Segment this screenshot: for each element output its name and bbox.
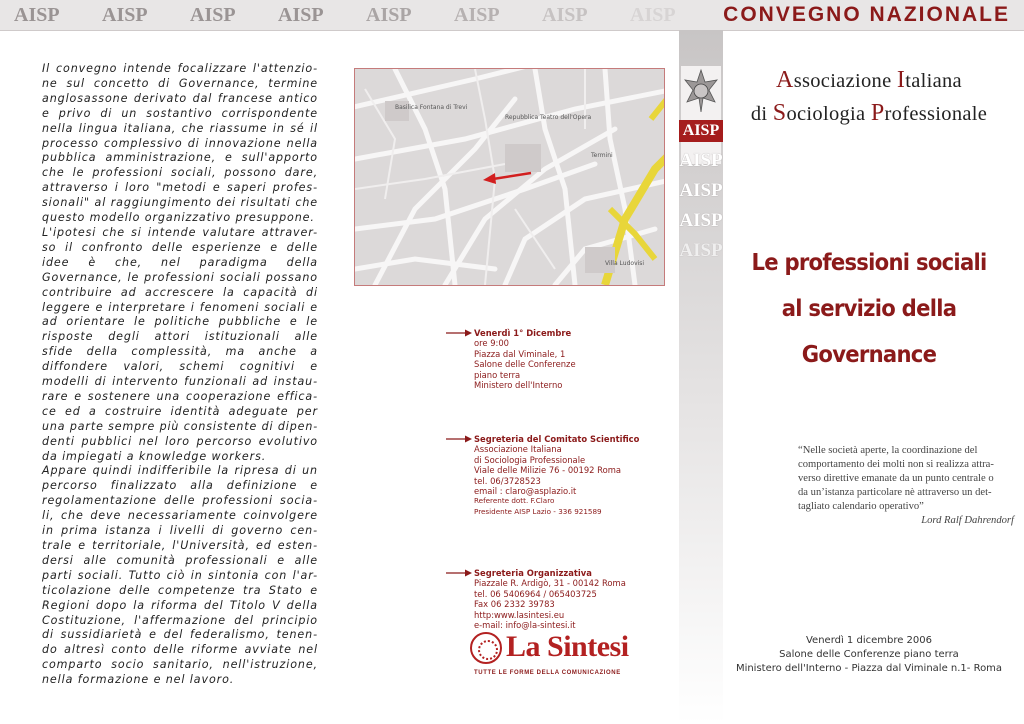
- title-line: Governance: [801, 342, 937, 368]
- intro-text-line: diffondere valori, schemi cognitivi e: [42, 360, 318, 374]
- organizer-address: Piazzale R. Ardigò, 31 - 00142 Roma: [474, 578, 626, 589]
- title-line: Le professioni sociali: [751, 250, 987, 276]
- la-sintesi-name: La Sintesi: [506, 630, 629, 663]
- intro-text-line: risposte degli attori istituzionali alle: [42, 330, 318, 344]
- map-label: Repubblica Teatro dell'Opera: [505, 114, 592, 121]
- intro-text-line: nella lingua italiana, che riassume in sé il: [42, 121, 318, 135]
- intro-text-line: ad orientare le politiche pubbliche e le: [42, 315, 318, 329]
- intro-text-line: questo modello organizzativo presuppone.: [42, 211, 315, 225]
- committee-phone: tel. 06/3728523: [474, 475, 541, 486]
- map-label: Villa Ludovisi: [605, 260, 645, 267]
- title-line: al servizio della: [781, 296, 957, 322]
- aisp-logo-label: AISP: [679, 120, 723, 142]
- quote-line: tagliato calendario operativo”: [798, 501, 924, 513]
- intro-text-line: percorso finalizzato alla definizione e: [42, 479, 318, 493]
- aisp-repeat-label: AISP: [679, 210, 723, 231]
- quote: [798, 444, 1016, 529]
- aisp-watermark: AISP: [278, 4, 324, 26]
- intro-text-line: modelli di intervento funzionali ad instau-: [42, 375, 318, 389]
- organizer-info: [446, 568, 676, 630]
- intro-text-line: pubblica amministrazione, e sull'apporto: [42, 151, 318, 165]
- event-line: piano terra: [474, 369, 521, 380]
- event-date: Venerdì 1° Dicembre: [474, 328, 572, 338]
- aisp-watermark: AISP: [190, 4, 236, 26]
- event-line: ore 9:00: [474, 338, 510, 349]
- intro-text-line: Costituzione, l'affermazione del principio: [42, 613, 318, 627]
- intro-text-line: do altresì conto delle riforme avviate nel: [42, 643, 318, 657]
- committee-line: Associazione Italiana: [474, 444, 562, 455]
- intro-text-line: idee è che, nel paradigma della: [42, 255, 318, 269]
- intro-text-line: dersi alle comunità professionali e alle: [42, 553, 318, 567]
- map-graphic: [355, 69, 664, 285]
- star-emblem-icon: [681, 66, 721, 126]
- event-summary-location: Ministero dell'Interno - Piazza dal Viminale n.1- Roma: [735, 663, 1003, 674]
- intro-text-line: processo complessivo di innovazione nella: [42, 136, 318, 150]
- intro-text-line: comparto socio sanitario, nell'istruzione,: [42, 658, 318, 672]
- intro-text-line: da impiegati a knowledge workers.: [42, 449, 267, 463]
- quote-line: verso direttive emanate da un punto centrale o: [798, 473, 994, 485]
- committee-address: Viale delle Milizie 76 - 00192 Roma: [474, 465, 621, 476]
- intro-text-line: una parte sempre più consistente di dipen-: [42, 419, 319, 433]
- intro-text-line: so il confronto delle esperienze e delle: [42, 240, 318, 254]
- organizer-heading: Segreteria Organizzativa: [474, 568, 592, 578]
- aisp-watermark: AISP: [630, 4, 676, 26]
- association-line-1: Associazione Italiana: [776, 67, 962, 93]
- event-line: Piazza dal Viminale, 1: [474, 348, 566, 359]
- event-info: [446, 328, 676, 390]
- event-summary: [728, 634, 1010, 676]
- arrow-right-icon: [446, 568, 472, 578]
- committee-contact: Referente dott. F.Claro: [474, 496, 555, 506]
- map-label: Basilica Fontana di Trevi: [395, 104, 468, 111]
- aisp-repeat-label: AISP: [679, 150, 723, 171]
- intro-text-line: in prima istanza i livelli di governo cen-: [42, 524, 318, 538]
- intro-text-line: parti sociali. Tutto ciò in sintonia con l'ar-: [42, 568, 318, 582]
- aisp-watermark: AISP: [454, 4, 500, 26]
- la-sintesi-logo: [470, 630, 630, 686]
- seal-icon: [470, 632, 502, 664]
- intro-text-line: attraverso i loro "metodi e saperi profes-: [42, 181, 318, 195]
- intro-text-line: sionali" al raggiungimento dei risultati che: [42, 196, 318, 210]
- intro-text-line: ce ed a costruire identità adeguate per: [42, 404, 318, 418]
- top-banner: [0, 0, 1024, 31]
- aisp-repeat-label: AISP: [679, 240, 723, 261]
- organizer-website-link[interactable]: http:www.lasintesi.eu: [474, 609, 565, 620]
- convention-title: CONVEGNO NAZIONALE: [723, 3, 1010, 26]
- intro-text-line: anglosassone derivato dal francese antico: [42, 91, 318, 105]
- intro-text-line: che le professioni sociali, possono dare,: [42, 166, 318, 180]
- committee-info: [446, 434, 676, 517]
- aisp-watermark: AISP: [102, 4, 148, 26]
- location-map: [354, 68, 665, 286]
- aisp-watermark: AISP: [14, 4, 60, 26]
- intro-text-line: Regioni dopo la riforma del Titolo V della: [42, 598, 318, 612]
- association-name: [728, 64, 1010, 130]
- event-summary-venue: Salone delle Conferenze piano terra: [779, 649, 959, 660]
- association-line-2: di Sociologia Professionale: [750, 100, 988, 126]
- intro-text-line: trale e territoriale, l'Università, ed esten-: [42, 539, 318, 552]
- intro-text-line: Il convegno intende focalizzare l'attenzio-: [42, 62, 318, 75]
- aisp-watermark: AISP: [542, 4, 588, 26]
- quote-line: comportamento dei molti non si realizza attra-: [798, 459, 994, 471]
- event-summary-date: Venerdì 1 dicembre 2006: [805, 635, 933, 646]
- intro-text-line: rare e sostenere una cooperazione effica-: [42, 389, 318, 403]
- committee-line: di Sociologia Professionale: [474, 454, 586, 465]
- intro-text-line: Appare quindi indifferibile la ripresa di un: [42, 464, 318, 478]
- intro-text: [42, 62, 318, 688]
- la-sintesi-tagline: TUTTE LE FORME DELLA COMUNICAZIONE: [474, 670, 621, 676]
- intro-text-line: L'ipotesi che si intende valutare attraver-: [42, 225, 318, 239]
- intro-text-line: ne sul concetto di Governance, termine: [42, 76, 318, 90]
- intro-text-line: regolamentazione delle professioni socia-: [42, 494, 318, 508]
- intro-text-line: Governance, le professioni sociali possano: [42, 270, 318, 284]
- intro-text-line: di sussidiarietà e del federalismo, tenen-: [42, 628, 318, 642]
- organizer-email-link[interactable]: e-mail: info@la-sintesi.it: [474, 620, 576, 631]
- intro-text-line: denti pubblici nel loro percorso evolutivo: [42, 434, 318, 448]
- aisp-repeat-label: AISP: [679, 180, 723, 201]
- organizer-phone: tel. 06 5406964 / 065403725: [474, 588, 597, 599]
- intro-text-line: li, che deve necessariamente coinvolgere: [42, 509, 318, 523]
- committee-contact: Presidente AISP Lazio - 336 921589: [474, 506, 602, 516]
- arrow-right-icon: [446, 434, 472, 444]
- committee-heading: Segreteria del Comitato Scientifico: [474, 434, 640, 444]
- arrow-right-icon: [446, 328, 472, 338]
- intro-text-line: e privo di un sostantivo corrispondente: [42, 106, 318, 120]
- side-strip: [679, 30, 723, 724]
- quote-line: “Nelle società aperte, la coordinazione del: [798, 445, 978, 456]
- intro-text-line: sfide della complessità, ma anche a: [42, 345, 318, 359]
- aisp-watermark: AISP: [366, 4, 412, 26]
- intro-text-line: leggere e interpretare i fenomeni sociali e: [42, 300, 318, 314]
- event-line: Ministero dell'Interno: [474, 380, 563, 391]
- organizer-fax: Fax 06 2332 39783: [474, 599, 555, 610]
- map-label: Termini: [591, 152, 613, 159]
- conference-title: [739, 240, 998, 378]
- intro-text-line: nella formazione e nel lavoro.: [42, 673, 235, 687]
- event-line: Salone delle Conferenze: [474, 359, 576, 370]
- intro-text-line: contribuire ad accrescere la capacità di: [42, 285, 318, 299]
- intro-text-line: ticolazione delle competenze tra Stato e: [42, 583, 318, 597]
- quote-author: Lord Ralf Dahrendorf: [921, 515, 1014, 527]
- quote-line: da un’istanza particolare nè attraverso un det-: [798, 487, 992, 499]
- committee-email-link[interactable]: email : claro@asplazio.it: [474, 486, 577, 497]
